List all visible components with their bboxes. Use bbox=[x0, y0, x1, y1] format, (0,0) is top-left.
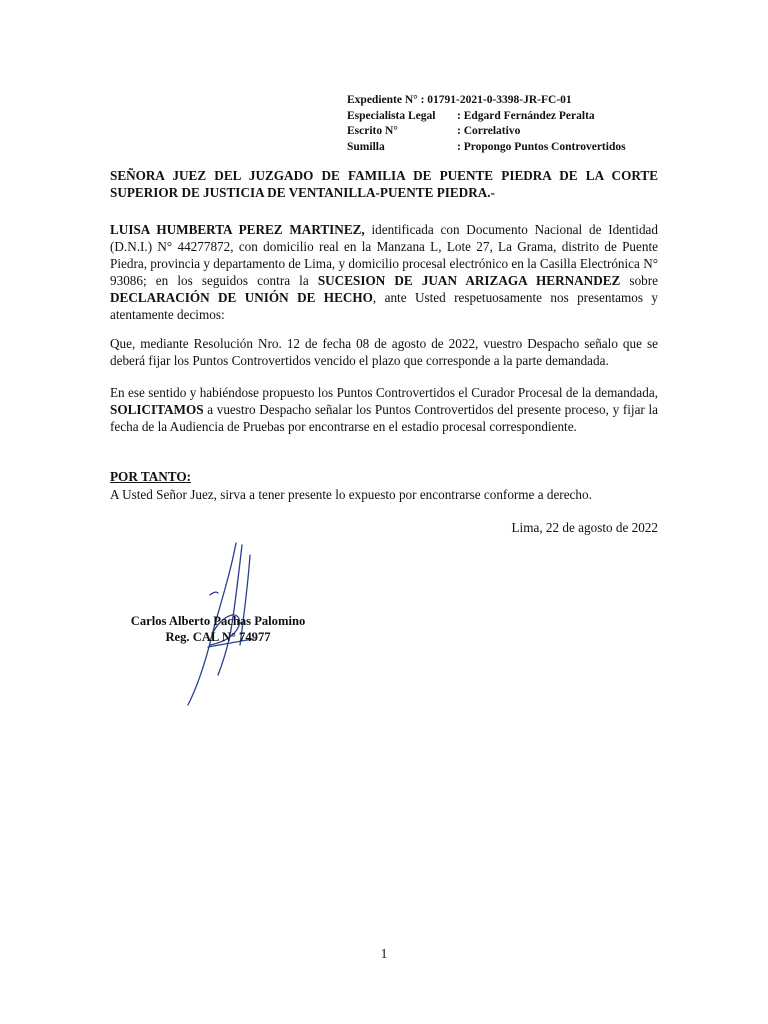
signer-name: Carlos Alberto Pachas Palomino bbox=[130, 614, 306, 628]
resolution-paragraph: Que, mediante Resolución Nro. 12 de fecha 08 de agosto de 2022, vuestro Despacho señalo que se deberá fijar los Puntos Controvertidos vencido el plazo que corresponde a la parte demandada. bbox=[110, 336, 658, 368]
por-tanto-heading bbox=[110, 468, 191, 485]
intro-text: sobre bbox=[620, 273, 658, 288]
header-label: Escrito N° bbox=[347, 125, 398, 137]
signer-registration: Reg. CAL N° 74977 bbox=[165, 630, 271, 644]
document-date: Lima, 22 de agosto de 2022 bbox=[511, 520, 658, 535]
case-matter: DECLARACIÓN DE UNIÓN DE HECHO bbox=[110, 290, 373, 305]
case-header bbox=[347, 93, 626, 155]
intro-paragraph bbox=[110, 221, 658, 323]
request-text: En ese sentido y habiéndose propuesto los Puntos Controvertidos el Curador Procesal de la demandada, bbox=[110, 385, 658, 400]
header-row-escrito bbox=[347, 124, 626, 140]
por-tanto-colon: : bbox=[186, 469, 191, 484]
request-keyword: SOLICITAMOS bbox=[110, 402, 204, 417]
header-value: : Correlativo bbox=[457, 125, 521, 137]
plaintiff-name: LUISA HUMBERTA PEREZ MARTINEZ, bbox=[110, 222, 365, 237]
request-text: a vuestro Despacho señalar los Puntos Controvertidos del presente proceso, y fijar la fecha de la Audiencia de Pruebas por encontrarse en el estadio procesal correspondiente. bbox=[110, 402, 658, 434]
signer-block bbox=[110, 613, 326, 645]
closing-statement: A Usted Señor Juez, sirva a tener presente lo expuesto por encontrarse conforme a derecho. bbox=[110, 487, 592, 502]
intro-text: , ante Usted respetuosamente nos presentamos y atentamente decimos: bbox=[110, 290, 658, 322]
page-number: 1 bbox=[380, 946, 388, 961]
header-row-especialista bbox=[347, 109, 626, 125]
header-value: : Propongo Puntos Controvertidos bbox=[457, 140, 626, 153]
header-value: : Edgard Fernández Peralta bbox=[457, 109, 595, 122]
header-label: Sumilla bbox=[347, 140, 385, 153]
header-label: Especialista Legal bbox=[347, 109, 436, 122]
addressee-heading: SEÑORA JUEZ DEL JUZGADO DE FAMILIA DE PUENTE PIEDRA DE LA CORTE SUPERIOR DE JUSTICIA DE VENTANILLA-PUENTE PIEDRA.- bbox=[110, 168, 658, 200]
por-tanto-label: POR TANTO bbox=[110, 469, 187, 484]
intro-text: identificada con Documento Nacional de Identidad (D.N.I.) N° 44277872, con domicilio real en la Manzana L, Lote 27, La Grama, distrito de Puente Piedra, provincia y departamento de Lima, y domicilio procesal electrónico en la Casilla Electrónica N° 93086; en los seguidos contra la bbox=[110, 222, 658, 288]
defendant-name: SUCESION DE JUAN ARIZAGA HERNANDEZ bbox=[317, 273, 621, 288]
request-paragraph bbox=[110, 384, 658, 435]
header-row-sumilla bbox=[347, 140, 626, 156]
expediente-line: Expediente N° : 01791-2021-0-3398-JR-FC-01 bbox=[347, 94, 572, 106]
